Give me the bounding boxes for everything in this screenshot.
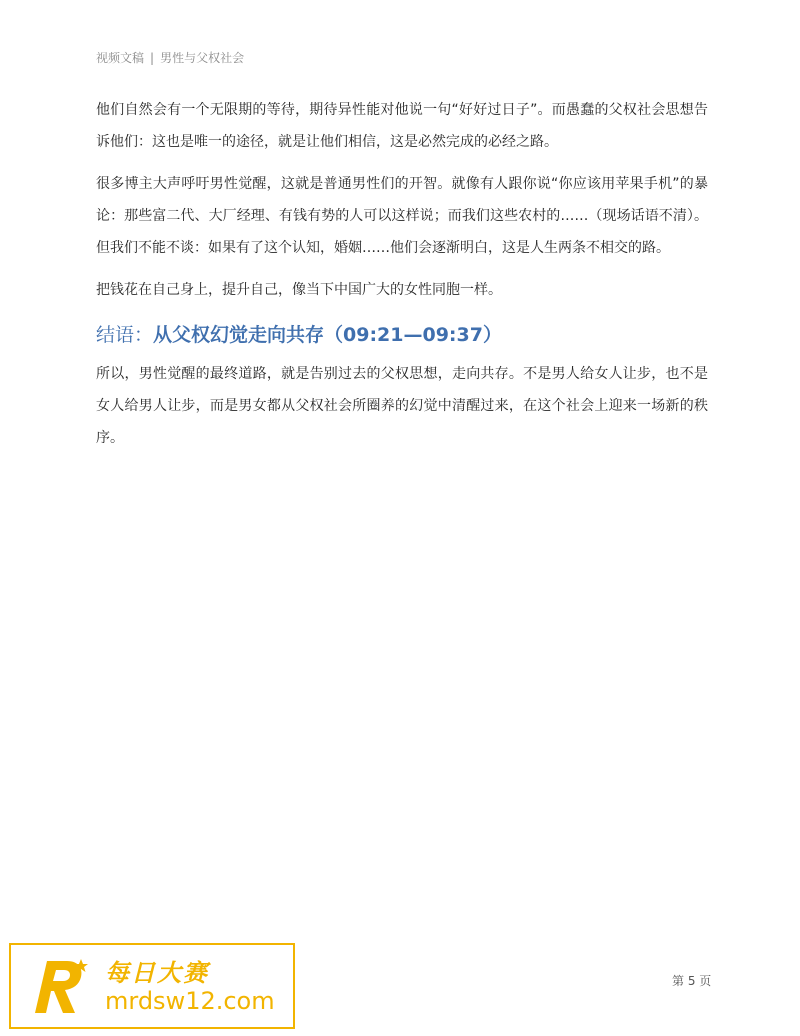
document-body — [96, 94, 708, 464]
section-title: 从父权幻觉走向共存（09:21—09:37） — [153, 324, 502, 346]
watermark-name: 每日大赛 — [105, 959, 209, 987]
body-paragraph: 很多博主大声呼吁男性觉醒，这就是普通男性们的开智。就像有人跟你说“你应该用苹果手机”的暴论：那些富二代、大厂经理、有钱有势的人可以这样说；而我们这些农村的……（现场话语不清）。但我们不能不谈：如果有了这个认知，婚姻……他们会逐渐明白，这是人生两条不相交的路。 — [96, 176, 708, 256]
body-paragraph: 所以，男性觉醒的最终道路，就是告别过去的父权思想，走向共存。不是男人给女人让步，也不是女人给男人让步，而是男女都从父权社会所圈养的幻觉中清醒过来，在这个社会上迎来一场新的秩序。 — [96, 366, 708, 446]
page-number: 第 5 页 — [672, 974, 712, 988]
watermark-url: mrdsw12.com — [105, 987, 275, 1015]
body-paragraph: 他们自然会有一个无限期的等待，期待异性能对他说一句“好好过日子”。而愚蠢的父权社会思想告诉他们：这也是唯一的途径，就是让他们相信，这是必然完成的必经之路。 — [96, 102, 708, 150]
brand-logo-icon — [27, 955, 89, 1017]
section-heading — [96, 320, 708, 350]
body-paragraph: 把钱花在自己身上，提升自己，像当下中国广大的女性同胞一样。 — [96, 282, 502, 298]
header-topic: 男性与父权社会 — [160, 51, 245, 65]
header-separator: | — [150, 51, 155, 65]
watermark-badge — [9, 943, 295, 1029]
running-header — [96, 49, 244, 66]
header-category: 视频文稿 — [96, 51, 145, 65]
section-label: 结语： — [96, 324, 154, 346]
